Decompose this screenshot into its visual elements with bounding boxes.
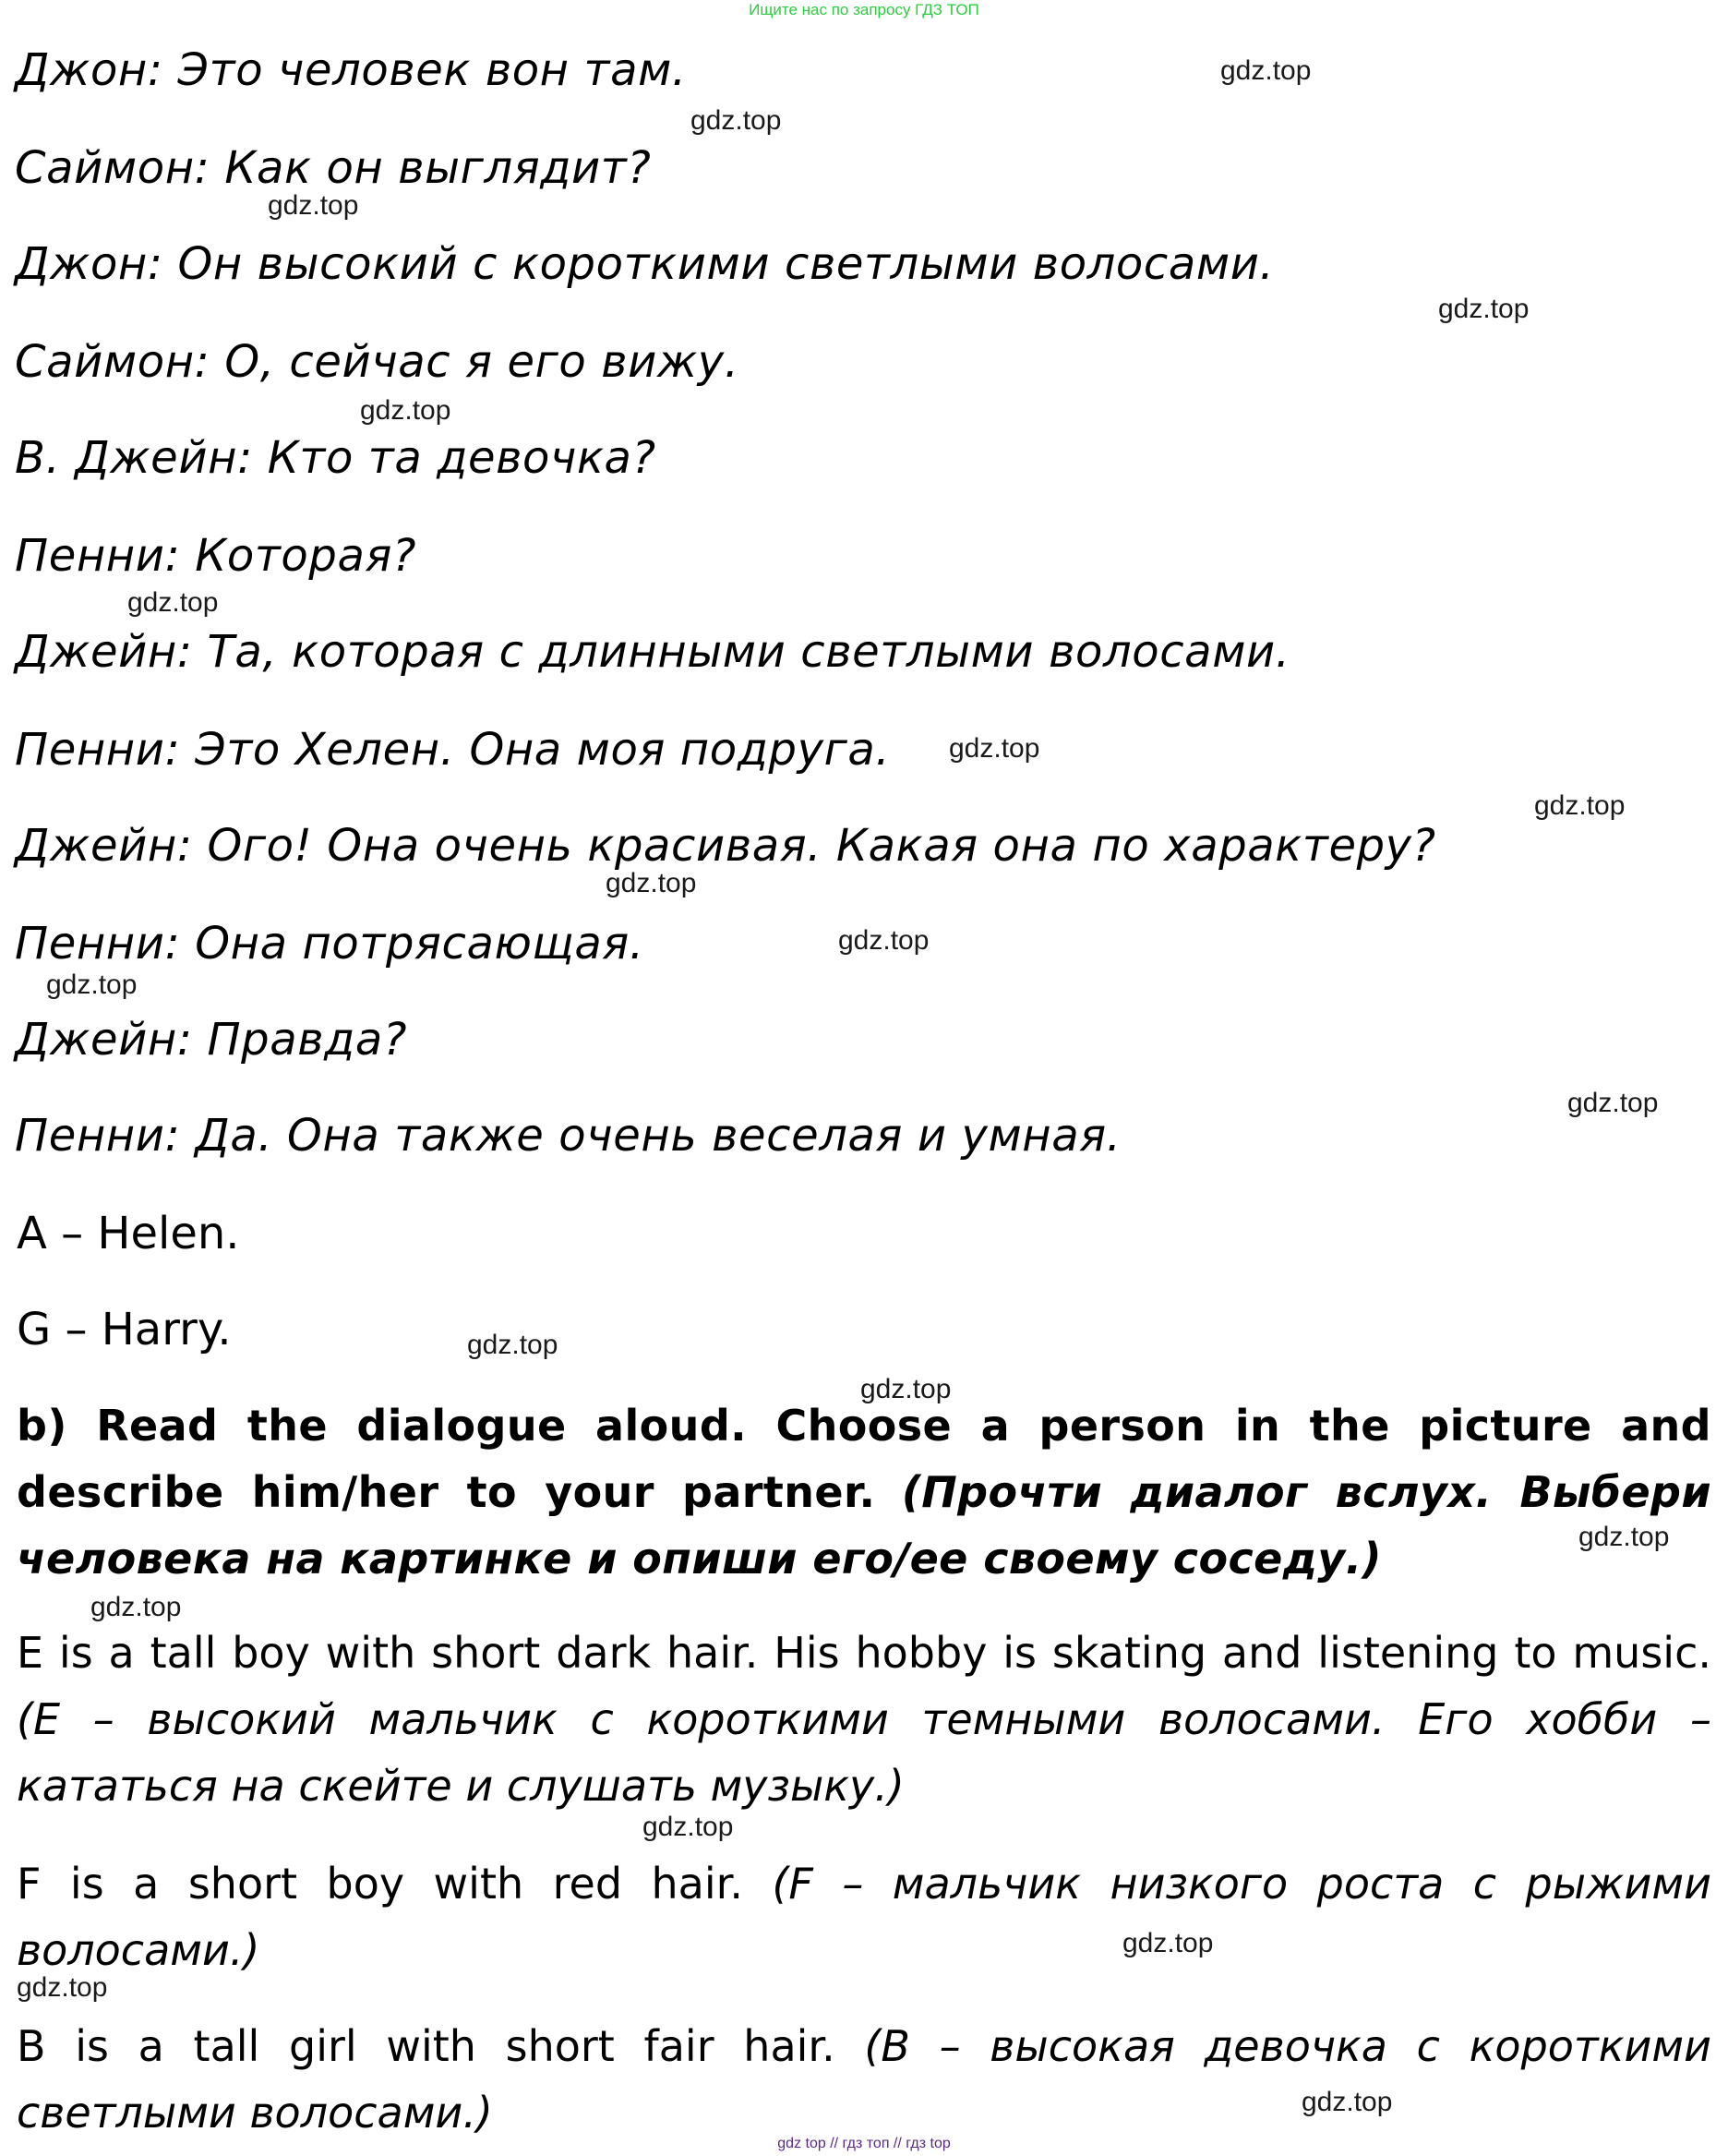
description-english: B is a tall girl with short fair hair.	[17, 2021, 835, 2071]
watermark: gdz.top	[360, 395, 451, 426]
watermark: gdz.top	[949, 733, 1040, 764]
dialogue-line: Джон: Это человек вон там.	[15, 44, 687, 96]
watermark: gdz.top	[17, 1972, 108, 2003]
dialogue-line: Пенни: Она потрясающая.	[15, 918, 644, 970]
description-russian: (B – высокая девочка с короткими светлыми волосами.)	[17, 2021, 1711, 2138]
watermark: gdz.top	[46, 970, 138, 1000]
description-paragraph	[17, 1850, 1711, 1983]
dialogue-line: B. Джейн: Кто та девочка?	[15, 432, 656, 484]
dialogue-line: Пенни: Это Хелен. Она моя подруга.	[15, 724, 891, 776]
watermark: gdz.top	[1122, 1928, 1214, 1958]
watermark: gdz.top	[90, 1592, 182, 1622]
watermark: gdz.top	[467, 1330, 558, 1360]
description-english: E is a tall boy with short dark hair. His hobby is skating and listening to music.	[17, 1628, 1711, 1678]
answer-line: A – Helen.	[17, 1208, 240, 1259]
description-english: F is a short boy with red hair.	[17, 1859, 743, 1909]
watermark: gdz.top	[1567, 1088, 1659, 1118]
task-english: b) Read the dialogue aloud. Choose a person in the picture and describe him/her to your partner.	[17, 1401, 1711, 1517]
watermark: gdz.top	[1578, 1522, 1670, 1552]
description-russian: (E – высокий мальчик с короткими темными волосами. Его хобби – кататься на скейте и слушать музыку.)	[17, 1694, 1711, 1811]
dialogue-line: Пенни: Которая?	[15, 530, 417, 582]
top-banner: Ищите нас по запросу ГДЗ ТОП	[749, 1, 979, 18]
watermark: gdz.top	[1534, 790, 1626, 821]
watermark: gdz.top	[860, 1374, 952, 1404]
footer: gdz top // гдз топ // гдз top	[777, 2136, 951, 2151]
dialogue-line: Джон: Он высокий с короткими светлыми волосами.	[15, 238, 1275, 290]
watermark: gdz.top	[1438, 294, 1530, 324]
watermark: gdz.top	[127, 587, 219, 618]
task-heading	[17, 1392, 1711, 1592]
watermark: gdz.top	[838, 925, 930, 956]
description-paragraph	[17, 2013, 1711, 2146]
watermark: gdz.top	[690, 105, 782, 136]
watermark: gdz.top	[606, 868, 697, 898]
watermark: gdz.top	[1302, 2087, 1393, 2117]
description-russian: (F – мальчик низкого роста с рыжими волосами.)	[17, 1859, 1711, 1975]
watermark: gdz.top	[1220, 55, 1312, 86]
dialogue-line: Саймон: Как он выглядит?	[15, 142, 652, 194]
dialogue-line: Джейн: Правда?	[15, 1014, 408, 1066]
description-paragraph	[17, 1620, 1711, 1819]
watermark: gdz.top	[642, 1812, 734, 1842]
answer-line: G – Harry.	[17, 1304, 232, 1355]
watermark: gdz.top	[268, 190, 359, 221]
dialogue-line: Джейн: Ого! Она очень красивая. Какая она по характеру?	[15, 820, 1436, 872]
dialogue-line: Джейн: Та, которая с длинными светлыми волосами.	[15, 626, 1290, 678]
dialogue-line: Саймон: О, сейчас я его вижу.	[15, 336, 739, 388]
task-russian: (Прочти диалог вслух. Выбери человека на картинке и опиши его/ее своему соседу.)	[17, 1467, 1711, 1584]
dialogue-line: Пенни: Да. Она также очень веселая и умная.	[15, 1110, 1122, 1162]
